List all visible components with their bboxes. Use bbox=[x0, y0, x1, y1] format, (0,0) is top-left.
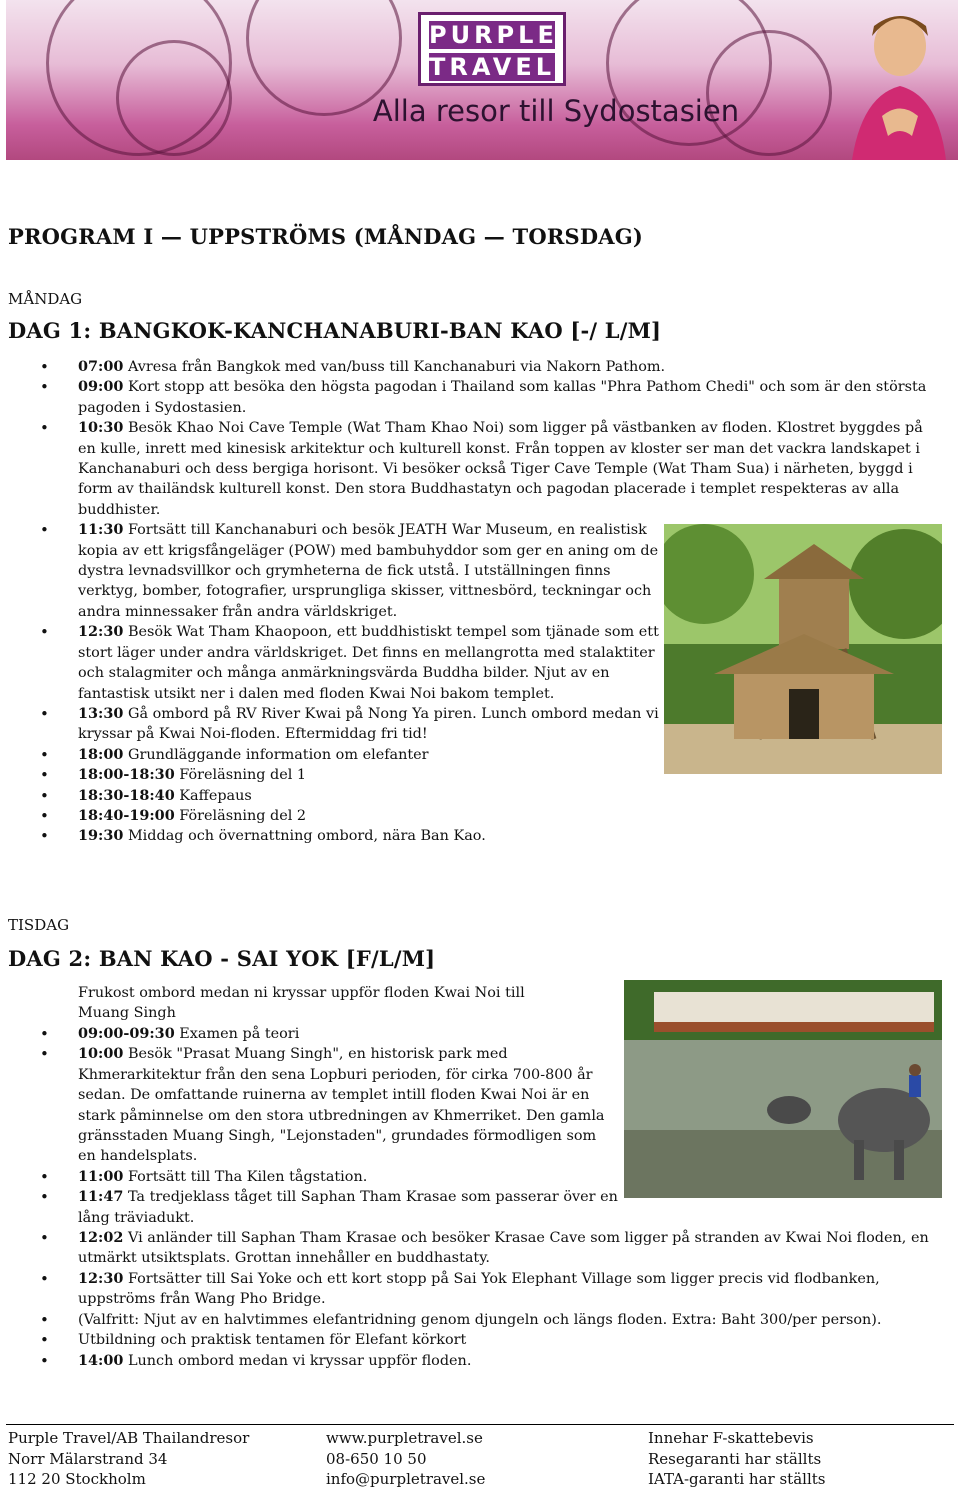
list-item bbox=[40, 357, 938, 377]
item-text: Kort stopp att besöka den högsta pagodan i Thailand som kallas "Phra Pathom Chedi" och som är den största pagoden i Sydostasien. bbox=[78, 379, 927, 416]
travel-guarantee-note: Resegaranti har ställts bbox=[648, 1449, 822, 1468]
item-time: 09:00-09:30 bbox=[78, 1025, 175, 1042]
footer-contact bbox=[326, 1428, 485, 1490]
logo-text-line2: TRAVEL bbox=[429, 53, 556, 81]
item-text: Examen på teori bbox=[174, 1026, 300, 1042]
item-text: (Valfritt: Njut av en halvtimmes elefantridning genom djungeln och längs floden. Extra: Baht 300/per person). bbox=[78, 1311, 882, 1328]
item-text: Fortsätt till Kanchanaburi och besök JEATH War Museum, en realistisk kopia av ett krigsfångeläger (POW) med bambuhyddor som ger en aning om de dystra levnadsvillkor och grymheterna de fick utstå. I utställningen finns verktyg, bomber, fotografier, ursprungliga skisser, vittnesbörd, teckningar och andra minnessaker från andra världskriget. bbox=[78, 522, 659, 620]
list-item bbox=[40, 418, 938, 520]
header-banner bbox=[6, 0, 958, 160]
list-item bbox=[40, 765, 663, 785]
list-item bbox=[40, 806, 663, 826]
item-time: 12:02 bbox=[78, 1229, 124, 1247]
tax-note: Innehar F-skattebevis bbox=[648, 1429, 814, 1447]
list-item bbox=[40, 1351, 948, 1371]
email-link[interactable]: info@purpletravel.se bbox=[326, 1470, 486, 1488]
item-text: Gå ombord på RV River Kwai på Nong Ya piren. Lunch ombord medan vi kryssar på Kwai Noi-floden. Eftermiddag fri tid! bbox=[78, 705, 659, 743]
item-time: 11:30 bbox=[78, 521, 124, 539]
item-time: 12:30 bbox=[78, 1269, 124, 1287]
day2-intro bbox=[78, 983, 578, 1024]
day2-weekday: TISDAG bbox=[8, 916, 70, 934]
list-item bbox=[40, 1330, 948, 1350]
item-text: Vi anländer till Saphan Tham Krasae och besöker Krasae Cave som ligger på stranden av Kwai Noi floden, en utmärkt utsiktsplats. Grottan innehåller en buddhastaty. bbox=[78, 1230, 929, 1267]
list-item bbox=[40, 1167, 618, 1187]
list-item bbox=[40, 1269, 948, 1310]
footer-company bbox=[8, 1428, 249, 1490]
item-time: 10:30 bbox=[78, 419, 124, 437]
item-text: Grundläggande information om elefanter bbox=[123, 746, 429, 763]
item-text: Besök Wat Tham Khaopoon, ett buddhistiskt tempel som tjänade som ett stort läger under andra världskriget. Det finns en mellangrotta med stalaktiter och stalagmiter och många anmärkningsvärda Buddha bilder. Njut av en fantastisk utsikt ner i dalen med floden Kwai Noi bakom templet. bbox=[78, 624, 659, 702]
logo-text-line1: PURPLE bbox=[429, 21, 558, 49]
day1-title: DAG 1: BANGKOK-KANCHANABURI-BAN KAO [-/ L/M] bbox=[8, 318, 662, 343]
company-city: 112 20 Stockholm bbox=[8, 1470, 146, 1488]
item-text: Ta tredjeklass tåget till Saphan Tham Krasae som passerar över en lång träviadukt. bbox=[78, 1189, 618, 1226]
hostess-photo bbox=[842, 6, 952, 160]
item-text: Avresa från Bangkok med van/buss till Kanchanaburi via Nakorn Pathom. bbox=[123, 359, 666, 375]
item-time: 19:30 bbox=[78, 827, 124, 845]
item-text: Föreläsning del 1 bbox=[174, 767, 307, 784]
item-time: 18:30-18:40 bbox=[78, 786, 175, 804]
item-time: 10:00 bbox=[78, 1045, 124, 1063]
item-time: 11:00 bbox=[78, 1167, 124, 1185]
company-street: Norr Mälarstrand 34 bbox=[8, 1449, 168, 1468]
item-time: 14:00 bbox=[78, 1351, 124, 1369]
company-name: Purple Travel/AB Thailandresor bbox=[8, 1429, 250, 1447]
item-time: 12:30 bbox=[78, 623, 124, 641]
item-text: Middag och övernattning ombord, nära Ban Kao. bbox=[123, 828, 486, 845]
list-item bbox=[40, 377, 938, 418]
item-time: 13:30 bbox=[78, 704, 124, 722]
list-item bbox=[40, 622, 663, 704]
list-item bbox=[40, 1187, 618, 1228]
item-text: Föreläsning del 2 bbox=[174, 807, 307, 824]
bamboo-hut-photo bbox=[664, 524, 942, 774]
item-text: Utbildning och praktisk tentamen för Elefant körkort bbox=[78, 1332, 467, 1349]
item-text: Fortsätt till Tha Kilen tågstation. bbox=[123, 1168, 368, 1185]
item-text: Besök "Prasat Muang Singh", en historisk park med Khmerarkitektur från den sena Lopburi perioden, för cirka 700-800 år sedan. De omfattande ruinerna av templet intill floden Kwai Noi är en stark påminnelse om den stora utbredningen av Khmerriket. Den gamla gränsstaden Muang Singh, "Lejonstaden", grundades förmodligen som en handelsplats. bbox=[78, 1046, 605, 1165]
item-time: 11:47 bbox=[78, 1188, 124, 1206]
header-tagline: Alla resor till Sydostasien bbox=[372, 94, 740, 128]
footer-guarantees bbox=[648, 1428, 825, 1490]
list-item bbox=[40, 1310, 958, 1330]
swirl-decoration bbox=[116, 40, 232, 156]
iata-guarantee-note: IATA-garanti har ställts bbox=[648, 1470, 826, 1488]
list-item bbox=[40, 826, 663, 846]
item-time: 18:40-19:00 bbox=[78, 806, 175, 824]
program-title: PROGRAM I — UPPSTRÖMS (MÅNDAG — TORSDAG) bbox=[8, 224, 644, 249]
phone-number: 08-650 10 50 bbox=[326, 1449, 427, 1468]
day2-title: DAG 2: BAN KAO - SAI YOK [F/L/M] bbox=[8, 946, 436, 971]
swirl-decoration bbox=[706, 30, 832, 156]
list-item bbox=[40, 1044, 618, 1166]
item-text: Kaffepaus bbox=[174, 787, 252, 804]
day2-intro-text: Frukost ombord medan ni kryssar uppför floden Kwai Noi till Muang Singh bbox=[78, 985, 525, 1022]
list-item bbox=[40, 704, 663, 745]
day1-weekday: MÅNDAG bbox=[8, 290, 83, 308]
elephants-river-photo bbox=[624, 980, 942, 1198]
item-time: 09:00 bbox=[78, 378, 124, 396]
footer-divider bbox=[6, 1424, 954, 1425]
item-text: Fortsätter till Sai Yoke och ett kort stopp på Sai Yok Elephant Village som ligger precis vid flodbanken, uppströms från Wang Pho Bridge. bbox=[78, 1270, 880, 1308]
purple-travel-logo[interactable] bbox=[418, 12, 566, 86]
item-time: 18:00-18:30 bbox=[78, 766, 175, 784]
item-text: Lunch ombord medan vi kryssar uppför floden. bbox=[123, 1352, 472, 1369]
list-item bbox=[40, 786, 663, 806]
item-time: 07:00 bbox=[78, 358, 124, 375]
list-item bbox=[40, 1228, 948, 1269]
website-link[interactable]: www.purpletravel.se bbox=[326, 1429, 483, 1447]
item-time: 18:00 bbox=[78, 745, 124, 763]
list-item bbox=[40, 745, 663, 765]
item-text: Besök Khao Noi Cave Temple (Wat Tham Khao Noi) som ligger på västbanken av floden. Klostret byggdes på en kulle, inrett med kinesisk arkitektur och kulturell konst. Från toppen av kloster ser man det vackra landskapet i Kanchanaburi och dess bergiga horisont. Vi besöker också Tiger Cave Temple (Wat Tham Sua) i närheten, byggd i form av thailändsk kulturell konst. Den stora Buddhastatyn och pagodan placerade i templet respekteras av alla buddhister. bbox=[78, 420, 923, 518]
list-item bbox=[40, 520, 663, 622]
list-item bbox=[40, 1024, 618, 1044]
